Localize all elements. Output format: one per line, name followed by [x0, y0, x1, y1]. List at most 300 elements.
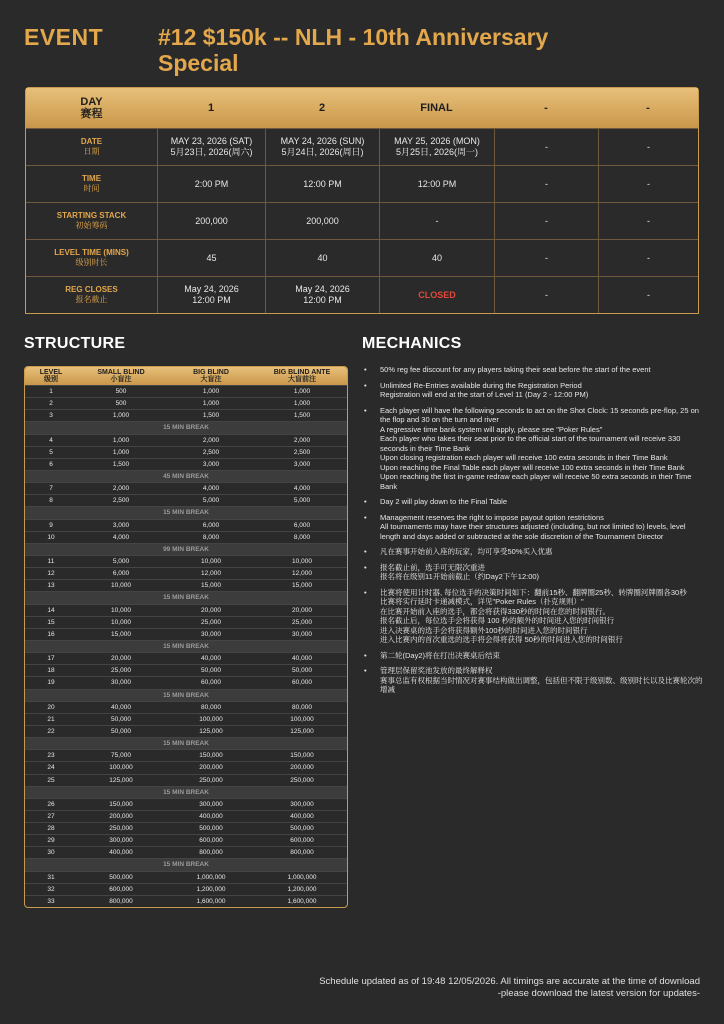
mechanics-text [380, 381, 588, 400]
level-cell: 300,000 [109, 837, 133, 845]
schedule-header-day [26, 88, 157, 128]
level-row [25, 798, 347, 810]
level-cell: 50,000 [292, 667, 312, 675]
cell-line1: - [647, 178, 650, 189]
level-cell: 25,000 [292, 618, 312, 626]
level-row [25, 895, 347, 907]
level-cell: 29 [47, 837, 55, 845]
level-cell: 50,000 [111, 715, 131, 723]
footer-note [319, 976, 700, 1000]
cell-line1: 40 [317, 252, 328, 263]
schedule-row [26, 128, 698, 165]
level-cell: 400,000 [109, 849, 133, 857]
mechanics-line: 进入比赛内的首次重选的选手将会得将获得 50秒的时间进入您的时间银行 [380, 635, 623, 644]
bullet-icon: • [364, 587, 367, 597]
event-title [158, 24, 548, 76]
day-label: DAY [80, 96, 103, 108]
mechanics-line: All tournaments may have their structures adjusted (including, but not limited to) levels, level length and days added or subtracted at the sole discretion of the Tournament Director [380, 522, 688, 541]
level-cell: 60,000 [292, 679, 312, 687]
level-cell: 20,000 [201, 606, 221, 614]
mechanics-line: Unlimited Re-Entries available during the Registration Period [380, 380, 582, 390]
level-cell: 5,000 [202, 497, 220, 505]
row-label: REG CLOSES [65, 285, 118, 294]
mechanics-line: Day 2 will play down to the Final Table [380, 497, 508, 506]
mechanics-item [364, 381, 704, 400]
level-cell: 50,000 [201, 667, 221, 675]
mechanics-text [380, 513, 704, 542]
schedule-header-col: 2 [318, 102, 326, 114]
level-cell: 10,000 [111, 618, 131, 626]
structure-title: STRUCTURE [24, 335, 126, 352]
level-cell: 22 [47, 727, 55, 735]
level-cell: 30,000 [201, 630, 221, 638]
mechanics-line: 报名将在级别11开始前截止（约Day2下午12:00) [380, 572, 540, 581]
level-row [25, 652, 347, 664]
mechanics-line: A regressive time bank system will apply, please see "Poker Rules" [380, 424, 603, 434]
level-cell: 5 [49, 448, 53, 456]
schedule-cell [494, 240, 598, 276]
level-cell: 100,000 [109, 764, 133, 772]
level-row [25, 664, 347, 676]
row-label-cn: 报名截止 [75, 295, 108, 304]
mechanics-line: 赛事总监有权根据当时情况对赛事结构做出调整，包括但不限于级别数、级别时长以及比赛轮次的增减 [380, 675, 703, 694]
mechanics-text [380, 666, 704, 695]
mechanics-line: 50% reg fee discount for any players taking their seat before the start of the event [380, 365, 651, 374]
break-row: 15 MIN BREAK [25, 786, 347, 798]
level-cell: 500 [115, 388, 127, 395]
cell-line1: - [647, 289, 650, 300]
level-cell: 500,000 [290, 825, 314, 833]
event-header [24, 24, 704, 76]
mechanics-text [380, 563, 539, 582]
level-cell: 24 [47, 764, 55, 772]
level-cell: 1,000 [202, 388, 220, 395]
day-label-cn: 赛程 [80, 108, 103, 120]
level-row [25, 458, 347, 470]
level-row [25, 713, 347, 725]
schedule-cell [265, 240, 379, 276]
level-cell: 250,000 [199, 776, 223, 784]
level-cell: 500,000 [199, 825, 223, 833]
structure-table [24, 366, 348, 908]
level-cell: 2,000 [112, 485, 130, 493]
cell-line1: 40 [431, 252, 442, 263]
cell-line1: - [647, 252, 650, 263]
cell-line1: - [545, 252, 548, 263]
schedule-cell [265, 277, 379, 313]
mechanics-line: 报名截止前，选手可无限次重进 [380, 562, 485, 572]
level-cell: 11 [47, 557, 55, 565]
level-cell: 500 [115, 400, 127, 408]
mechanics-line: Each player who takes their seat prior to the official start of the tournament will receive 330 seconds in their Time Bank [380, 434, 683, 453]
mechanics-text [380, 547, 553, 557]
row-label-cn: 时间 [83, 184, 100, 193]
schedule-cell [494, 129, 598, 165]
bullet-icon: • [364, 562, 367, 572]
level-cell: 2,000 [202, 436, 220, 444]
level-cell: 4 [49, 436, 53, 444]
col-header-cn: 级别 [44, 376, 58, 383]
cell-line1: MAY 24, 2026 (SUN) [280, 136, 365, 146]
cell-line1: 45 [206, 252, 217, 263]
level-cell: 1,000,000 [196, 873, 226, 881]
break-row: 15 MIN BREAK [25, 591, 347, 603]
row-label: LEVEL TIME (MINS) [54, 248, 129, 257]
schedule-row [26, 165, 698, 202]
break-row: 15 MIN BREAK [25, 858, 347, 870]
level-row [25, 579, 347, 591]
level-cell: 7 [49, 485, 53, 493]
schedule-header-row [26, 88, 698, 128]
level-cell: 6 [49, 460, 53, 468]
level-cell: 8 [49, 497, 53, 505]
schedule-cell [598, 203, 698, 239]
level-cell: 21 [47, 715, 55, 723]
level-cell: 6,000 [293, 521, 311, 529]
mechanics-text [380, 651, 500, 661]
level-cell: 3,000 [112, 521, 130, 529]
level-cell: 40,000 [111, 703, 131, 711]
level-cell: 10,000 [111, 582, 131, 590]
cell-line1: 200,000 [306, 215, 339, 226]
level-cell: 31 [47, 873, 55, 881]
schedule-cell [494, 203, 598, 239]
level-cell: 2,500 [293, 448, 311, 456]
break-row: 45 MIN BREAK [25, 470, 347, 482]
cell-line1: - [647, 141, 650, 152]
schedule-cell [379, 277, 494, 313]
level-cell: 150,000 [199, 752, 223, 760]
level-cell: 13 [47, 582, 55, 590]
level-cell: 100,000 [290, 715, 314, 723]
schedule-row-label [26, 240, 157, 276]
cell-line1: 2:00 PM [194, 178, 229, 189]
mechanics-text [380, 588, 687, 645]
event-label: EVENT [24, 24, 104, 50]
break-row: 99 MIN BREAK [25, 543, 347, 555]
level-row [25, 567, 347, 579]
level-cell: 18 [47, 667, 55, 675]
cell-line1: - [435, 215, 439, 226]
level-row [25, 871, 347, 883]
level-cell: 15,000 [111, 630, 131, 638]
level-cell: 32 [47, 885, 55, 893]
mechanics-line: 凡在赛事开始前入座的玩家，均可享受50%买入优惠 [380, 547, 553, 556]
level-cell: 20,000 [111, 655, 131, 663]
mechanics-item [364, 666, 704, 695]
level-cell: 26 [47, 800, 55, 808]
level-cell: 10 [47, 533, 55, 541]
schedule-header-col: FINAL [420, 102, 453, 114]
footer-line1: Schedule updated as of 19:48 12/05/2026. All timings are accurate at the time of download [319, 976, 700, 987]
schedule-cell [265, 129, 379, 165]
structure-header [25, 367, 347, 385]
mechanics-line: 比赛将实行延时卡递减模式，详见"Poker Rules（扑克规则）" [380, 597, 584, 606]
level-cell: 20,000 [292, 606, 312, 614]
row-label-cn: 日期 [83, 147, 100, 156]
level-cell: 1,600,000 [196, 897, 226, 905]
level-cell: 25 [47, 776, 55, 784]
cell-line1: MAY 23, 2026 (SAT) [170, 136, 253, 146]
level-cell: 16 [47, 630, 55, 638]
level-cell: 3,000 [202, 460, 220, 468]
level-cell: 1,000 [112, 448, 130, 456]
cell-line2: 12:00 PM [192, 295, 231, 305]
cell-line1: - [545, 178, 548, 189]
cell-line1: - [545, 289, 548, 300]
mechanics-title: MECHANICS [362, 335, 462, 352]
level-cell: 600,000 [199, 837, 223, 845]
bullet-icon: • [364, 512, 367, 522]
level-cell: 6,000 [112, 570, 130, 578]
level-row [25, 409, 347, 421]
bullet-icon: • [364, 650, 367, 660]
schedule-cell [265, 166, 379, 202]
schedule-row [26, 202, 698, 239]
level-cell: 80,000 [292, 703, 312, 711]
level-cell: 800,000 [290, 849, 314, 857]
level-cell: 2,000 [293, 436, 311, 444]
schedule-row [26, 239, 698, 276]
bullet-icon: • [364, 666, 367, 675]
structure-col-header [257, 367, 347, 385]
cell-line2: 12:00 PM [303, 295, 342, 305]
level-cell: 14 [47, 606, 55, 614]
level-row [25, 701, 347, 713]
schedule-cell [379, 240, 494, 276]
level-cell: 4,000 [202, 485, 220, 493]
bullet-icon: • [364, 497, 367, 506]
level-cell: 400,000 [290, 812, 314, 820]
level-cell: 125,000 [109, 776, 133, 784]
level-cell: 15 [47, 618, 55, 626]
mechanics-line: Upon reaching the first in-game redraw each player will receive 50 extra seconds in their Time Bank [380, 472, 694, 491]
schedule-cell [157, 277, 265, 313]
mechanics-item [364, 563, 704, 582]
mechanics-line: Management reserves the right to impose payout option restrictions [380, 512, 604, 522]
level-cell: 250,000 [290, 776, 314, 784]
level-cell: 400,000 [199, 812, 223, 820]
schedule-row-label [26, 203, 157, 239]
level-cell: 33 [47, 897, 55, 905]
mechanics-item [364, 365, 704, 375]
level-cell: 2 [49, 400, 53, 408]
event-title-line2: Special [158, 50, 239, 76]
cell-line1: - [545, 215, 548, 226]
level-cell: 9 [49, 521, 53, 529]
level-cell: 300,000 [290, 800, 314, 808]
level-cell: 10,000 [292, 557, 312, 565]
level-cell: 1,000,000 [287, 873, 317, 881]
level-cell: 80,000 [201, 703, 221, 711]
level-cell: 200,000 [109, 812, 133, 820]
structure-col-header [77, 367, 165, 385]
level-row [25, 676, 347, 688]
mechanics-line: 在比赛开始前入座的选手，都会将获得330秒的时间在您的时间银行。 [380, 606, 611, 616]
level-cell: 1,500 [202, 412, 220, 420]
level-cell: 5,000 [112, 557, 130, 565]
level-cell: 4,000 [293, 485, 311, 493]
schedule-cell [494, 277, 598, 313]
level-cell: 1 [49, 388, 53, 395]
level-cell: 500,000 [109, 873, 133, 881]
level-row [25, 482, 347, 494]
schedule-header-col: 1 [207, 102, 215, 114]
cell-line1: - [545, 141, 548, 152]
level-cell: 800,000 [199, 849, 223, 857]
level-row [25, 604, 347, 616]
level-cell: 12,000 [292, 570, 312, 578]
level-row [25, 883, 347, 895]
schedule-cell [494, 166, 598, 202]
level-cell: 1,000 [202, 400, 220, 408]
break-row: 15 MIN BREAK [25, 689, 347, 701]
level-row [25, 555, 347, 567]
level-cell: 5,000 [293, 497, 311, 505]
level-cell: 8,000 [293, 533, 311, 541]
level-cell: 250,000 [109, 825, 133, 833]
level-row [25, 822, 347, 834]
level-cell: 150,000 [290, 752, 314, 760]
level-row [25, 519, 347, 531]
cell-line2: 5月24日, 2026(周日) [281, 147, 364, 157]
level-row [25, 774, 347, 786]
level-cell: 2,500 [202, 448, 220, 456]
level-cell: 1,000 [112, 412, 130, 420]
schedule-cell [379, 166, 494, 202]
schedule-cell [157, 203, 265, 239]
level-cell: 6,000 [202, 521, 220, 529]
mechanics-item [364, 513, 704, 542]
level-row [25, 434, 347, 446]
level-row [25, 446, 347, 458]
level-cell: 3,000 [293, 460, 311, 468]
schedule-cell [598, 277, 698, 313]
structure-col-header [165, 367, 257, 385]
mechanics-item [364, 406, 704, 492]
mechanics-line: Upon reaching the Final Table each player will receive 100 extra seconds in their Time Bank [380, 462, 685, 472]
level-cell: 600,000 [109, 885, 133, 893]
level-cell: 1,500 [293, 412, 311, 420]
level-row [25, 397, 347, 409]
col-header-cn: 大盲前注 [288, 376, 316, 383]
level-row [25, 749, 347, 761]
mechanics-line: 管理层保留奖池发放的最终解释权 [380, 666, 493, 675]
break-row: 15 MIN BREAK [25, 421, 347, 433]
level-cell: 8,000 [202, 533, 220, 541]
col-header-en: SMALL BLIND [97, 369, 145, 376]
level-cell: 4,000 [112, 533, 130, 541]
level-cell: 12,000 [201, 570, 221, 578]
bullet-icon: • [364, 405, 367, 415]
mechanics-line: 报名截止后，每位选手会将获得 100 秒的额外的时间进入您的时间银行 [380, 616, 615, 625]
cell-line2: 5月23日, 2026(周六) [170, 147, 253, 157]
level-cell: 10,000 [201, 557, 221, 565]
level-cell: 20 [47, 703, 55, 711]
col-header-en: LEVEL [39, 369, 63, 376]
level-cell: 30 [47, 849, 55, 857]
cell-line2: 5月25日, 2026(周一) [395, 147, 479, 157]
level-cell: 1,500 [112, 460, 130, 468]
schedule-cell [598, 129, 698, 165]
col-header-cn: 小盲注 [110, 376, 132, 383]
level-cell: 27 [47, 812, 55, 820]
schedule-cell [598, 240, 698, 276]
schedule-row-label [26, 129, 157, 165]
cell-line1: 200,000 [195, 215, 228, 226]
mechanics-item [364, 588, 704, 645]
mechanics-line: Registration will end at the start of Level 11 (Day 2 - 12:00 PM) [380, 390, 589, 399]
level-cell: 12 [47, 570, 55, 578]
level-row [25, 385, 347, 397]
level-cell: 125,000 [290, 727, 314, 735]
closed-status: CLOSED [418, 289, 456, 300]
cell-line1: May 24, 2026 [184, 284, 239, 294]
cell-line1: 12:00 PM [417, 178, 457, 189]
level-cell: 30,000 [292, 630, 312, 638]
level-row [25, 628, 347, 640]
schedule-cell [157, 129, 265, 165]
level-cell: 100,000 [199, 715, 223, 723]
row-label: DATE [80, 137, 103, 146]
level-cell: 60,000 [201, 679, 221, 687]
row-label: TIME [81, 174, 102, 183]
mechanics-line: Each player will have the following seconds to act on the Shot Clock: 15 seconds pre-flop, 25 on the flop and 30 on the turn and river [380, 405, 702, 424]
level-cell: 40,000 [201, 655, 221, 663]
schedule-cell [379, 129, 494, 165]
level-cell: 1,200,000 [287, 885, 317, 893]
cell-line1: 12:00 PM [303, 178, 342, 189]
level-cell: 1,000 [112, 436, 130, 444]
level-cell: 50,000 [111, 727, 131, 735]
level-cell: 19 [47, 679, 55, 687]
schedule-header-col: - [544, 102, 548, 114]
col-header-en: BIG BLIND ANTE [273, 369, 331, 376]
mechanics-item [364, 497, 704, 507]
level-cell: 600,000 [290, 837, 314, 845]
mechanics-text [380, 365, 651, 375]
level-cell: 200,000 [199, 764, 223, 772]
col-header-en: BIG BLIND [193, 369, 229, 376]
schedule-row-label [26, 277, 157, 313]
level-row [25, 834, 347, 846]
row-label: STARTING STACK [56, 211, 127, 220]
bullet-icon: • [364, 547, 367, 556]
structure-col-header [25, 367, 77, 385]
level-row [25, 725, 347, 737]
schedule-cell [157, 166, 265, 202]
level-cell: 1,200,000 [196, 885, 226, 893]
break-row: 15 MIN BREAK [25, 640, 347, 652]
level-cell: 3 [49, 412, 53, 420]
schedule-cell [265, 203, 379, 239]
break-row: 15 MIN BREAK [25, 737, 347, 749]
level-row [25, 846, 347, 858]
schedule-cell [157, 240, 265, 276]
row-label-cn: 初始筹码 [75, 221, 108, 230]
level-cell: 1,000 [293, 400, 311, 408]
level-cell: 30,000 [111, 679, 131, 687]
level-cell: 23 [47, 752, 55, 760]
level-cell: 10,000 [111, 606, 131, 614]
cell-line1: May 24, 2026 [295, 284, 350, 294]
footer-line2: -please download the latest version for updates- [497, 988, 700, 999]
mechanics-item [364, 547, 704, 557]
level-cell: 17 [47, 655, 55, 663]
mechanics-list [364, 365, 704, 701]
level-cell: 200,000 [290, 764, 314, 772]
level-cell: 2,500 [112, 497, 130, 505]
